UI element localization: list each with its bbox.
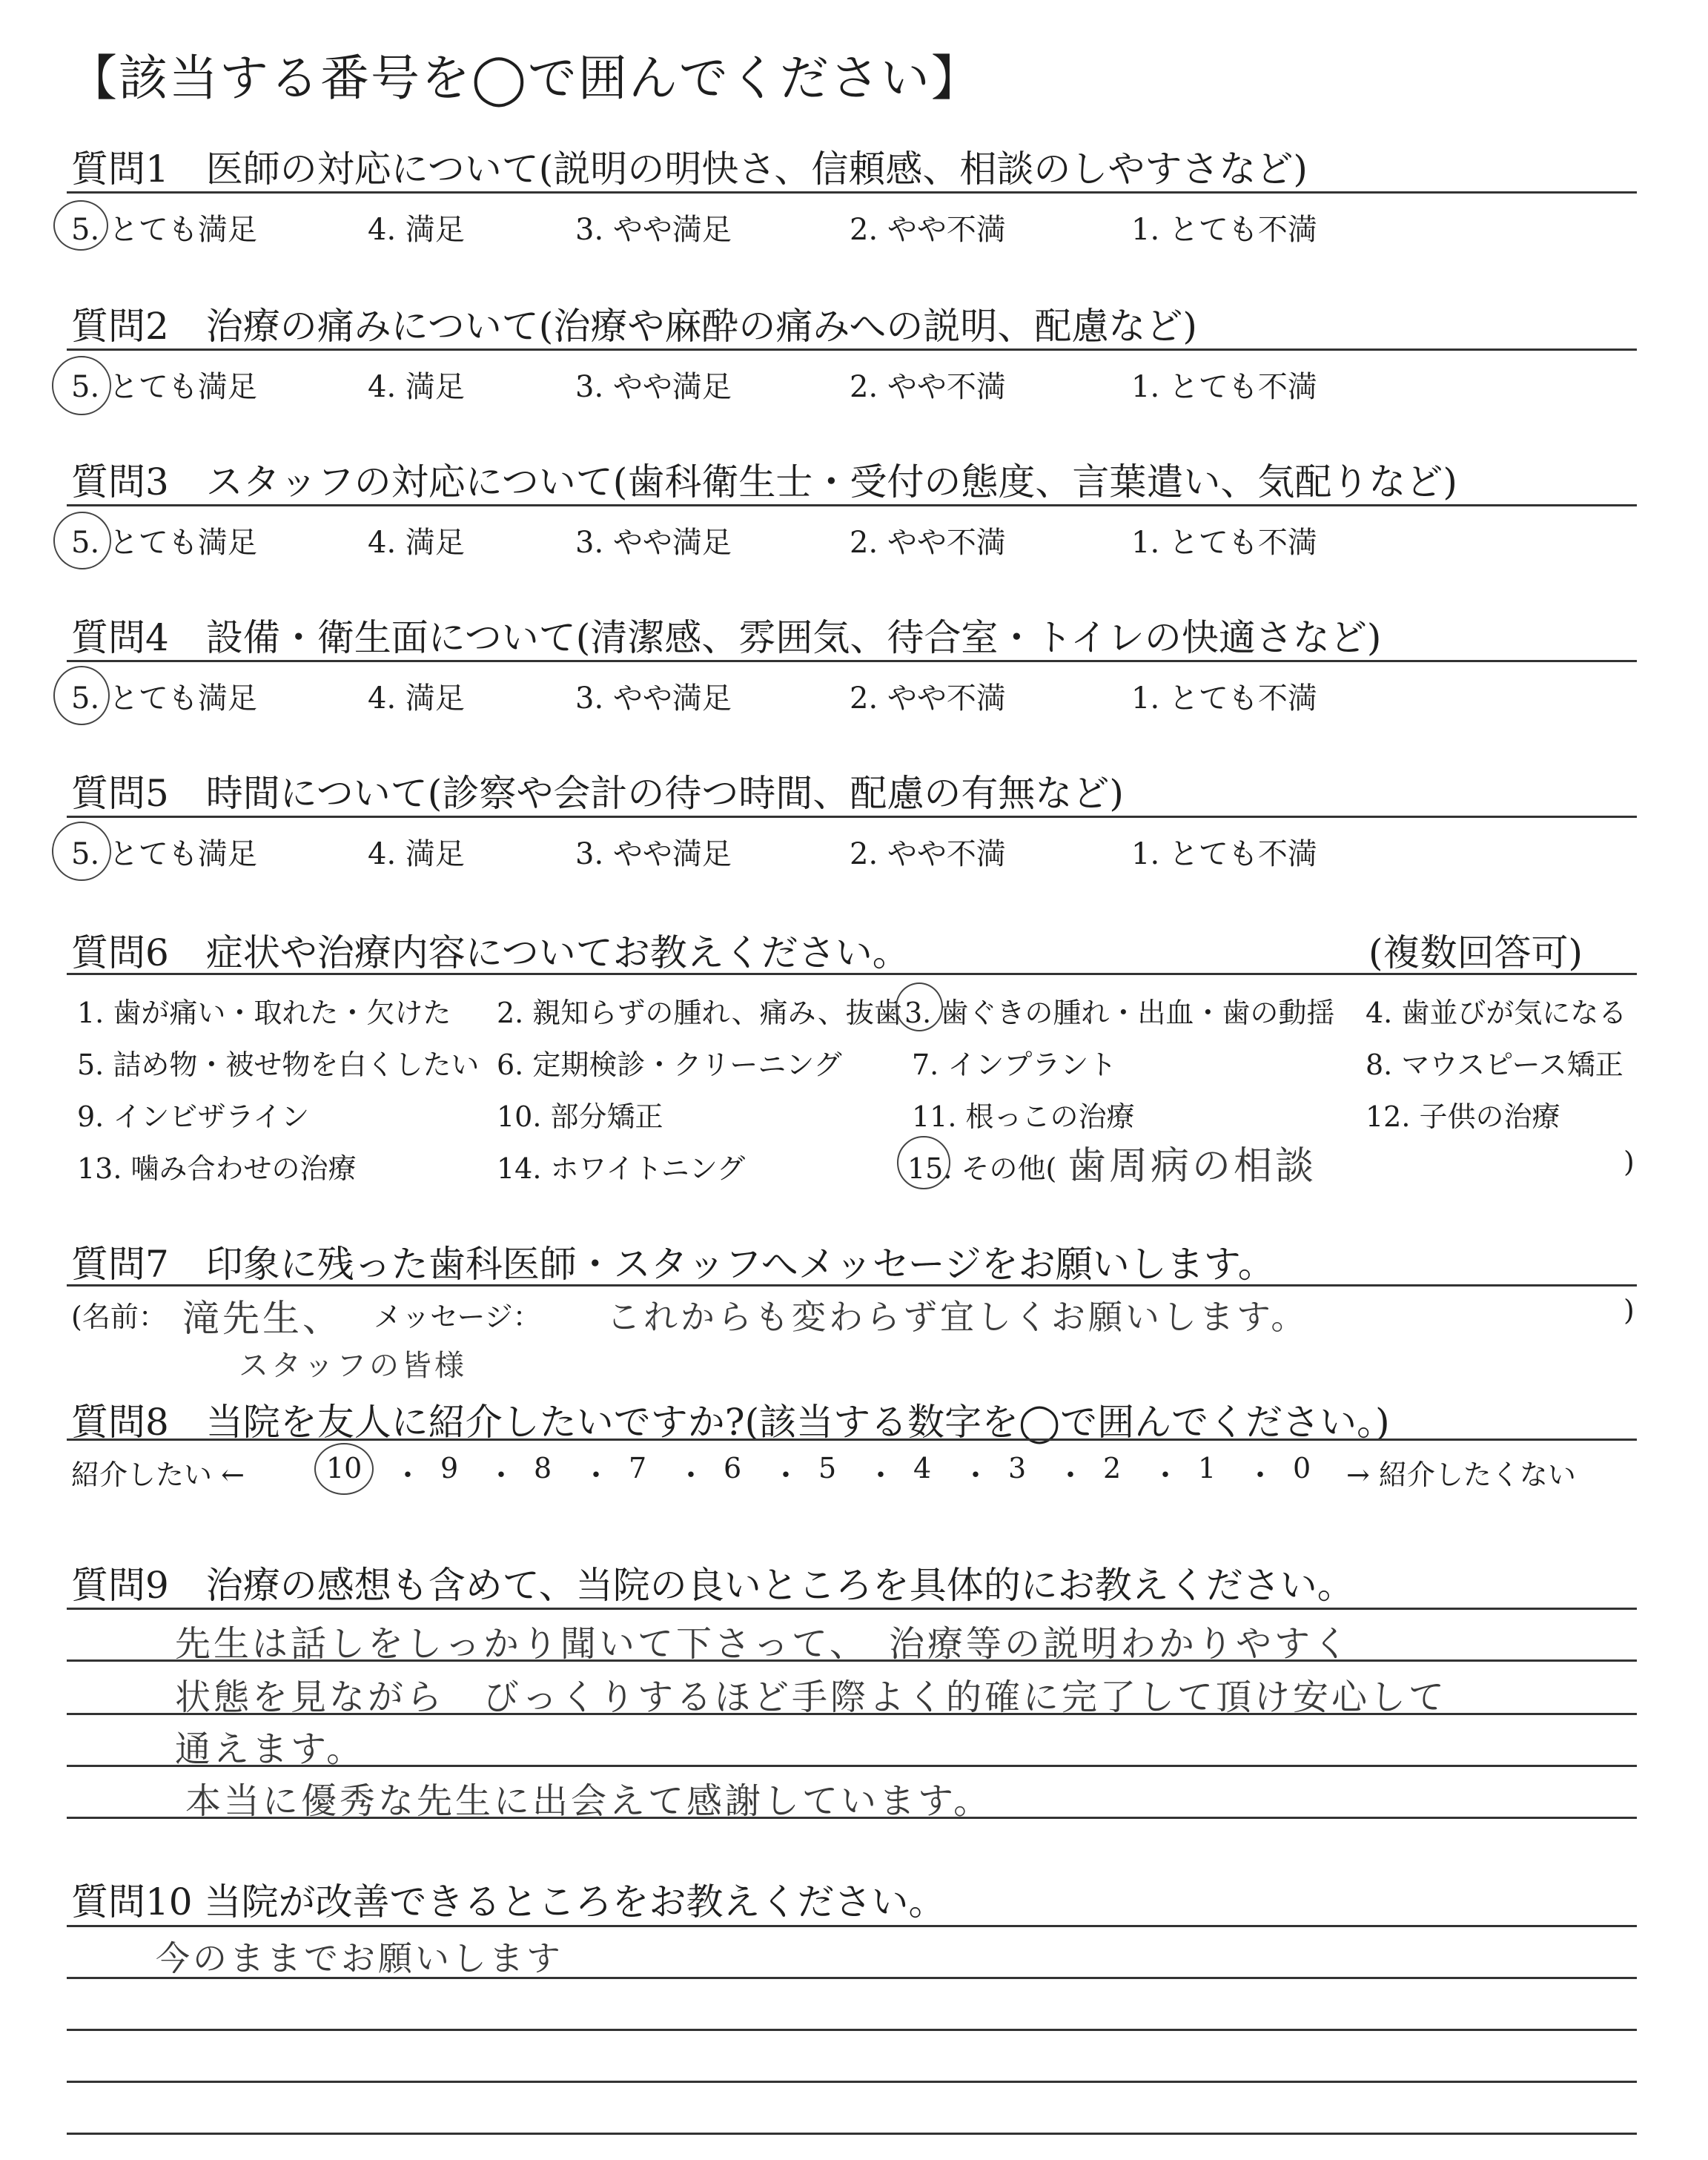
question-8-text: 質問8 当院を友人に紹介したいですか?(該当する数字を◯で囲んでください。) xyxy=(71,1401,1390,1444)
question-6-text: 質問6 症状や治療内容についてお教えください。 xyxy=(71,931,910,974)
q6-item-13[interactable]: 13. 噛み合わせの治療 xyxy=(77,1152,357,1185)
q6-item-12[interactable]: 12. 子供の治療 xyxy=(1366,1100,1560,1133)
q6-item-5[interactable]: 5. 詰め物・被せ物を白くしたい xyxy=(77,1048,480,1081)
answer-rule xyxy=(67,1925,1637,1927)
answer-rule xyxy=(67,1977,1637,1979)
q6-item-14[interactable]: 14. ホワイトニング xyxy=(497,1152,746,1185)
question-3-rule xyxy=(67,504,1637,506)
scale-separator: ・ xyxy=(866,1459,896,1493)
scale-separator: ・ xyxy=(393,1459,423,1493)
scale-2[interactable]: 2 xyxy=(1103,1452,1122,1484)
q9-answer-line-1: 先生は話しをしっかり聞いて下さって、 治療等の説明わかりやすく xyxy=(175,1623,1352,1665)
q1-option-3[interactable]: 3. やや満足 xyxy=(575,213,732,247)
q1-option-5[interactable]: 5. とても満足 xyxy=(71,213,257,247)
other-handwritten-text: 歯周病の相談 xyxy=(1068,1144,1317,1189)
answer-rule xyxy=(67,1659,1637,1662)
q6-item-2[interactable]: 2. 親知らずの腫れ、痛み、抜歯 xyxy=(497,997,902,1029)
scale-4[interactable]: 4 xyxy=(913,1452,932,1484)
scale-separator: ・ xyxy=(771,1459,801,1493)
q9-answer-line-3: 通えます。 xyxy=(175,1728,365,1770)
q2-option-2[interactable]: 2. やや不満 xyxy=(850,370,1006,404)
scale-6[interactable]: 6 xyxy=(724,1452,742,1484)
question-4-text: 質問4 設備・衛生面について(清潔感、雰囲気、待合室・トイレの快適さなど) xyxy=(71,616,1382,659)
question-9-text: 質問9 治療の感想も含めて、当院の良いところを具体的にお教えください。 xyxy=(71,1564,1354,1607)
q9-answer-line-2: 状態を見ながら びっくりするほど手際よく的確に完了して頂け安心して xyxy=(175,1677,1448,1718)
recommend-left-label: 紹介したい ← xyxy=(71,1459,245,1491)
q1-option-2[interactable]: 2. やや不満 xyxy=(850,213,1006,247)
answer-rule xyxy=(67,2029,1637,2031)
name-handwritten: 滝先生、 xyxy=(182,1297,342,1340)
q5-option-1[interactable]: 1. とても不満 xyxy=(1131,837,1317,871)
q2-option-1[interactable]: 1. とても不満 xyxy=(1131,370,1317,404)
scale-10[interactable]: 10 xyxy=(326,1452,363,1484)
q5-option-5[interactable]: 5. とても満足 xyxy=(71,837,257,871)
q1-option-1[interactable]: 1. とても不満 xyxy=(1131,213,1317,247)
scale-5[interactable]: 5 xyxy=(818,1452,837,1484)
answer-rule xyxy=(67,1817,1637,1819)
q6-item-1[interactable]: 1. 歯が痛い・取れた・欠けた xyxy=(77,997,451,1029)
question-7-text: 質問7 印象に残った歯科医師・スタッフへメッセージをお願いします。 xyxy=(71,1243,1275,1286)
q1-option-4[interactable]: 4. 満足 xyxy=(368,213,465,247)
q4-option-3[interactable]: 3. やや満足 xyxy=(575,681,732,716)
q6-item-3[interactable]: 3. 歯ぐきの腫れ・出血・歯の動揺 xyxy=(904,997,1335,1029)
question-1-rule xyxy=(67,191,1637,194)
message-close: ) xyxy=(1623,1294,1635,1327)
q4-option-5[interactable]: 5. とても満足 xyxy=(71,681,257,716)
scale-9[interactable]: 9 xyxy=(440,1452,459,1484)
scale-separator: ・ xyxy=(676,1459,706,1493)
question-4-rule xyxy=(67,660,1637,662)
q6-item-4[interactable]: 4. 歯並びが気になる xyxy=(1366,997,1627,1029)
name-label: (名前： xyxy=(71,1301,167,1333)
q6-item-10[interactable]: 10. 部分矯正 xyxy=(497,1100,663,1133)
q3-option-1[interactable]: 1. とても不満 xyxy=(1131,526,1317,560)
answer-rule xyxy=(67,1765,1637,1767)
question-10-text: 質問10 当院が改善できるところをお教えください。 xyxy=(71,1880,946,1923)
answer-rule xyxy=(67,1713,1637,1715)
scale-separator: ・ xyxy=(1245,1459,1275,1493)
question-2-text: 質問2 治療の痛みについて(治療や麻酔の痛みへの説明、配慮など) xyxy=(71,305,1197,348)
question-6-rule xyxy=(67,973,1637,975)
recommend-right-label: → 紹介したくない xyxy=(1346,1459,1576,1491)
message-label: メッセージ： xyxy=(374,1301,541,1333)
question-2-rule xyxy=(67,349,1637,351)
q2-option-5[interactable]: 5. とても満足 xyxy=(71,370,257,404)
q2-option-4[interactable]: 4. 満足 xyxy=(368,370,465,404)
scale-0[interactable]: 0 xyxy=(1293,1452,1311,1484)
scale-3[interactable]: 3 xyxy=(1008,1452,1027,1484)
question-5-rule xyxy=(67,816,1637,818)
scale-7[interactable]: 7 xyxy=(629,1452,647,1484)
q3-option-3[interactable]: 3. やや満足 xyxy=(575,526,732,560)
question-1-text: 質問1 医師の対応について(説明の明快さ、信頼感、相談のしやすさなど) xyxy=(71,148,1308,191)
answer-rule xyxy=(67,2081,1637,2083)
q3-option-2[interactable]: 2. やや不満 xyxy=(850,526,1006,560)
q6-item-11[interactable]: 11. 根っこの治療 xyxy=(912,1100,1135,1133)
question-5-text: 質問5 時間について(診察や会計の待つ時間、配慮の有無など) xyxy=(71,772,1124,815)
q6-item-9[interactable]: 9. インビザライン xyxy=(77,1100,310,1133)
q3-option-5[interactable]: 5. とても満足 xyxy=(71,526,257,560)
q6-item-15[interactable]: 15. その他( xyxy=(907,1152,1057,1185)
scale-8[interactable]: 8 xyxy=(534,1452,552,1484)
scale-1[interactable]: 1 xyxy=(1198,1452,1217,1484)
answer-rule xyxy=(67,2133,1637,2135)
question-3-text: 質問3 スタッフの対応について(歯科衛生士・受付の態度、言葉遣い、気配りなど) xyxy=(71,460,1457,503)
q5-option-4[interactable]: 4. 満足 xyxy=(368,837,465,871)
page-title: 【該当する番号を◯で囲んでください】 xyxy=(68,50,982,107)
q5-option-2[interactable]: 2. やや不満 xyxy=(850,837,1006,871)
scale-separator: ・ xyxy=(961,1459,990,1493)
q6-item-6[interactable]: 6. 定期検診・クリーニング xyxy=(497,1048,842,1081)
multiple-answers-note: (複数回答可) xyxy=(1368,931,1583,974)
scale-separator: ・ xyxy=(1151,1459,1180,1493)
scale-separator: ・ xyxy=(486,1459,516,1493)
q6-item-8[interactable]: 8. マウスピース矯正 xyxy=(1366,1048,1623,1081)
q10-answer-line-1: 今のままでお願いします xyxy=(156,1938,563,1978)
message-handwritten: これからも変わらず宜しくお願いします。 xyxy=(606,1297,1308,1337)
q4-option-1[interactable]: 1. とても不満 xyxy=(1131,681,1317,716)
q6-other-close: ) xyxy=(1623,1146,1635,1178)
question-7-rule xyxy=(67,1284,1637,1287)
q4-option-2[interactable]: 2. やや不満 xyxy=(850,681,1006,716)
scale-separator: ・ xyxy=(1056,1459,1085,1493)
scale-separator: ・ xyxy=(581,1459,611,1493)
question-8-rule xyxy=(67,1439,1637,1441)
q4-option-4[interactable]: 4. 満足 xyxy=(368,681,465,716)
q3-option-4[interactable]: 4. 満足 xyxy=(368,526,465,560)
q2-option-3[interactable]: 3. やや満足 xyxy=(575,370,732,404)
name-handwritten-2: スタッフの皆様 xyxy=(239,1349,467,1383)
q6-item-7[interactable]: 7. インプラント xyxy=(912,1048,1117,1081)
q5-option-3[interactable]: 3. やや満足 xyxy=(575,837,732,871)
q9-answer-line-4: 本当に優秀な先生に出会えて感謝しています。 xyxy=(185,1780,993,1822)
answer-rule xyxy=(67,1608,1637,1610)
